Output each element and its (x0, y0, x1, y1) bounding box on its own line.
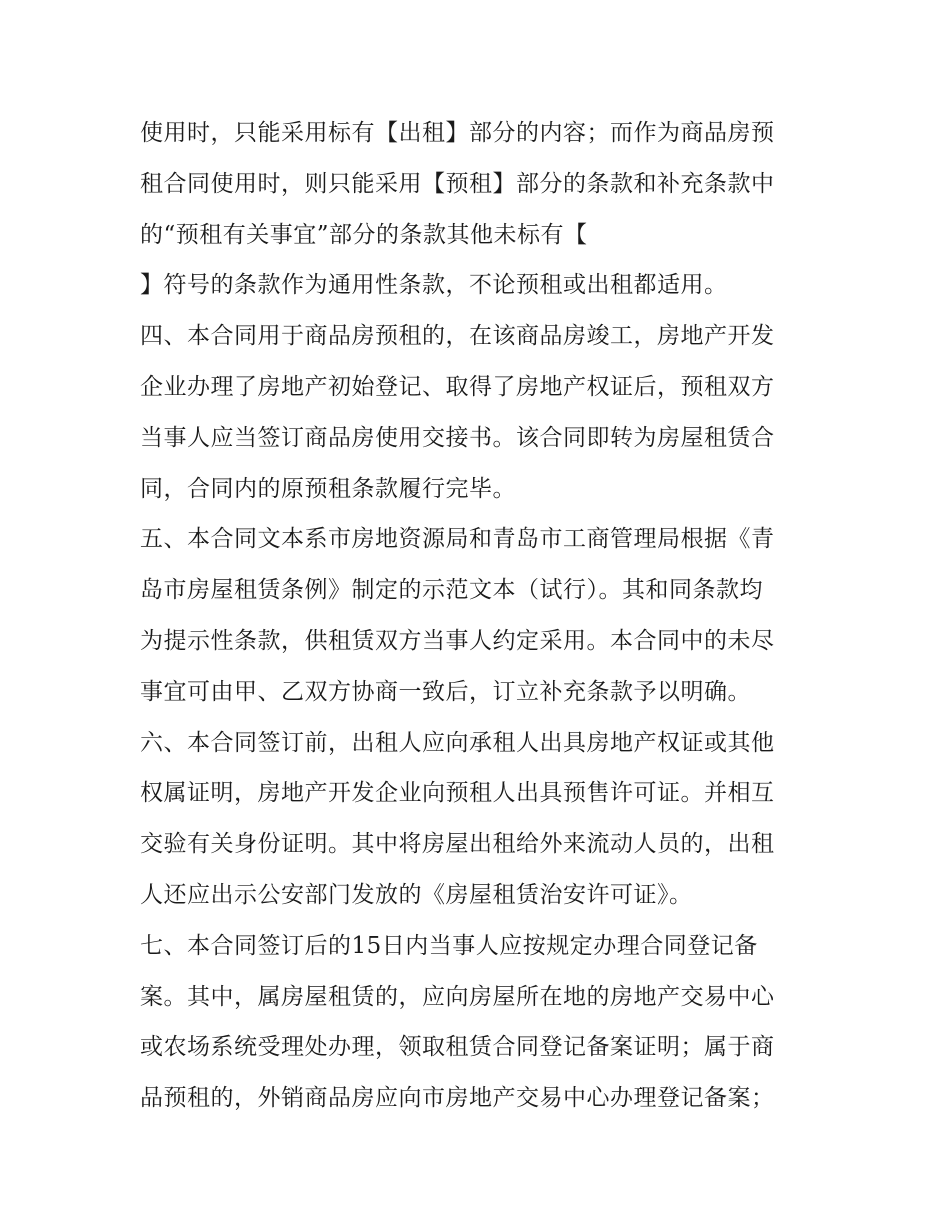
text-line: 案。其中，属房屋租赁的，应向房屋所在地的房地产交易中心 (140, 983, 775, 1010)
text-line: 七、本合同签订后的15日内当事人应按规定办理合同登记备 (140, 932, 758, 959)
text-line: 五、本合同文本系市房地资源局和青岛市工商管理局根据《青 (140, 526, 775, 553)
text-line: 六、本合同签订前，出租人应向承租人出具房地产权证或其他 (140, 729, 775, 756)
text-line: 岛市房屋租赁条例》制定的示范文本（试行）。其和同条款均 (140, 577, 763, 604)
text-line: 的“预租有关事宜”部分的条款其他未标有【 (140, 221, 588, 248)
text-line: 同，合同内的原预租条款履行完毕。 (140, 475, 516, 502)
text-line: 企业办理了房地产初始登记、取得了房地产权证后，预租双方 (140, 373, 775, 400)
text-line: 当事人应当签订商品房使用交接书。该合同即转为房屋租赁合 (140, 424, 775, 451)
text-line: 使用时，只能采用标有【出租】部分的内容；而作为商品房预 (140, 120, 775, 146)
text-line: 人还应出示公安部门发放的《房屋租赁治安许可证》。 (140, 881, 693, 908)
text-line: 】符号的条款作为通用性条款，不论预租或出租都适用。 (140, 272, 728, 299)
text-line: 事宜可由甲、乙双方协商一致后，订立补充条款予以明确。 (140, 678, 751, 705)
text-line: 交验有关身份证明。其中将房屋出租给外来流动人员的，出租 (140, 831, 775, 858)
text-line: 品预租的，外销商品房应向市房地产交易中心办理登记备案； (140, 1085, 775, 1112)
text-line: 四、本合同用于商品房预租的，在该商品房竣工，房地产开发 (140, 323, 775, 350)
text-line: 为提示性条款，供租赁双方当事人约定采用。本合同中的未尽 (140, 627, 775, 654)
text-line: 或农场系统受理处办理，领取租赁合同登记备案证明；属于商 (140, 1034, 775, 1061)
text-line: 权属证明，房地产开发企业向预租人出具预售许可证。并相互 (140, 780, 775, 807)
document-body (140, 108, 830, 1124)
text-line: 租合同使用时，则只能采用【预租】部分的条款和补充条款中 (140, 170, 775, 197)
